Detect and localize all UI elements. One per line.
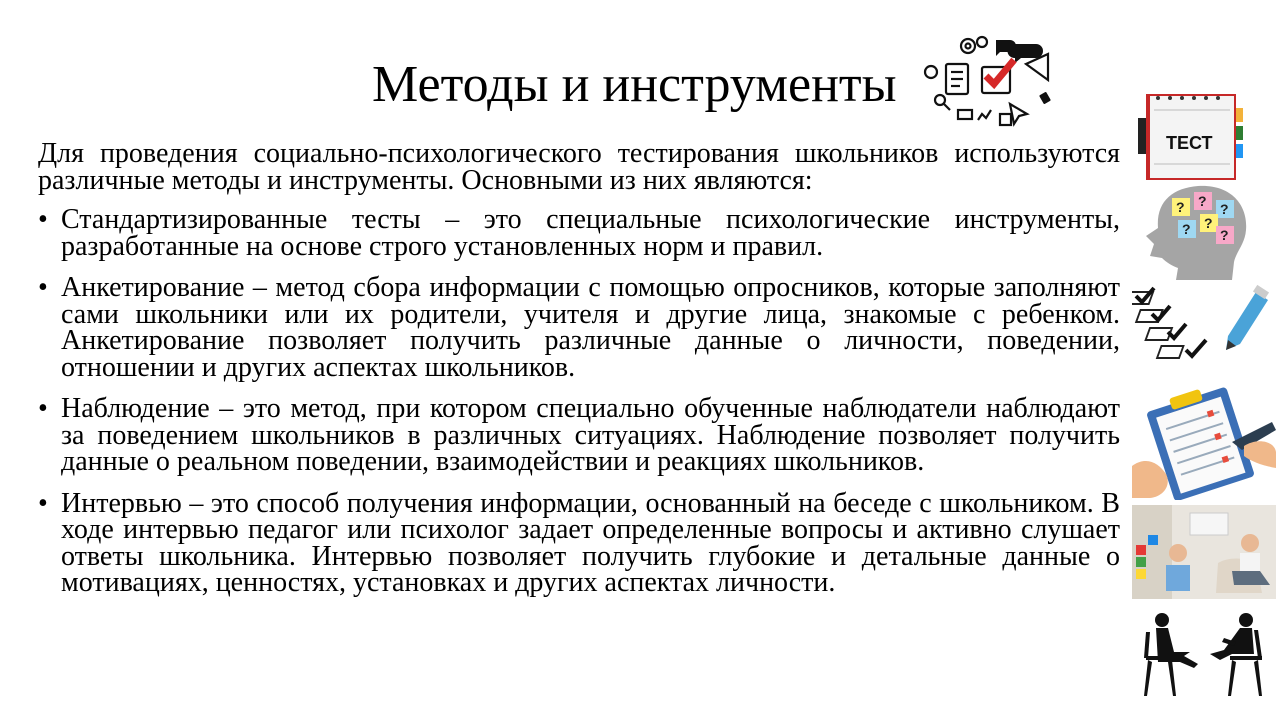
- checklist-pencil-image: [1132, 284, 1276, 378]
- communication-icons-cluster: [916, 30, 1066, 130]
- slide-title: Методы и инструменты: [372, 56, 897, 113]
- question-mark: ?: [1198, 193, 1207, 209]
- psychologist-session-photo: [1132, 505, 1276, 599]
- list-item: [38, 487, 1120, 598]
- list-item-text: Стандартизированные тесты – это специальные психологические инструменты, разработанные на основе строго установленных норм и правил.: [61, 204, 1120, 262]
- question-mark: ?: [1182, 221, 1191, 237]
- question-mark: ?: [1220, 201, 1229, 217]
- slide-body: [38, 138, 1120, 598]
- bullet-icon: •: [38, 393, 48, 424]
- list-item-text: Интервью – это способ получения информации, основанный на беседе с школьником. В ходе интервью педагог или психолог задает определенные вопросы и активно слушает ответы школьника. Интервью позволяет получить глубокие и детальные данные о мотивациях, ценностях, установках и других аспектах личности.: [61, 487, 1120, 598]
- bullet-icon: •: [38, 272, 48, 303]
- list-item-text: Анкетирование – метод сбора информации с помощью опросников, которые заполняют сами школьники или их родители, учителя и другие лица, знакомые с ребенком. Анкетирование позволяет получить различные данные о личности, поведении, отношении и других аспектах школьников.: [61, 272, 1120, 383]
- methods-list: [38, 204, 1120, 598]
- question-mark: ?: [1204, 215, 1213, 231]
- bullet-icon: •: [38, 487, 48, 519]
- clipboard-form-image: [1132, 382, 1276, 500]
- question-mark: ?: [1220, 227, 1229, 243]
- question-mark: ?: [1176, 199, 1185, 215]
- list-item: [38, 204, 1120, 262]
- head-question-marks-image: [1132, 182, 1276, 280]
- bullet-icon: •: [38, 204, 48, 235]
- intro-paragraph: Для проведения социально-психологического тестирования школьников используются различные методы и инструменты. Основными из них являются:: [38, 138, 1120, 196]
- list-item-text: Наблюдение – это метод, при котором специально обученные наблюдатели наблюдают за поведением школьников в различных ситуациях. Наблюдение позволяет получить данные о реальном поведении, взаимодействии и реакциях школьников.: [61, 393, 1120, 477]
- test-notebook-image: [1132, 90, 1276, 182]
- list-item: [38, 393, 1120, 477]
- interview-silhouette-image: [1132, 606, 1276, 700]
- test-notebook-label: ТЕСТ: [1166, 133, 1213, 153]
- list-item: [38, 272, 1120, 383]
